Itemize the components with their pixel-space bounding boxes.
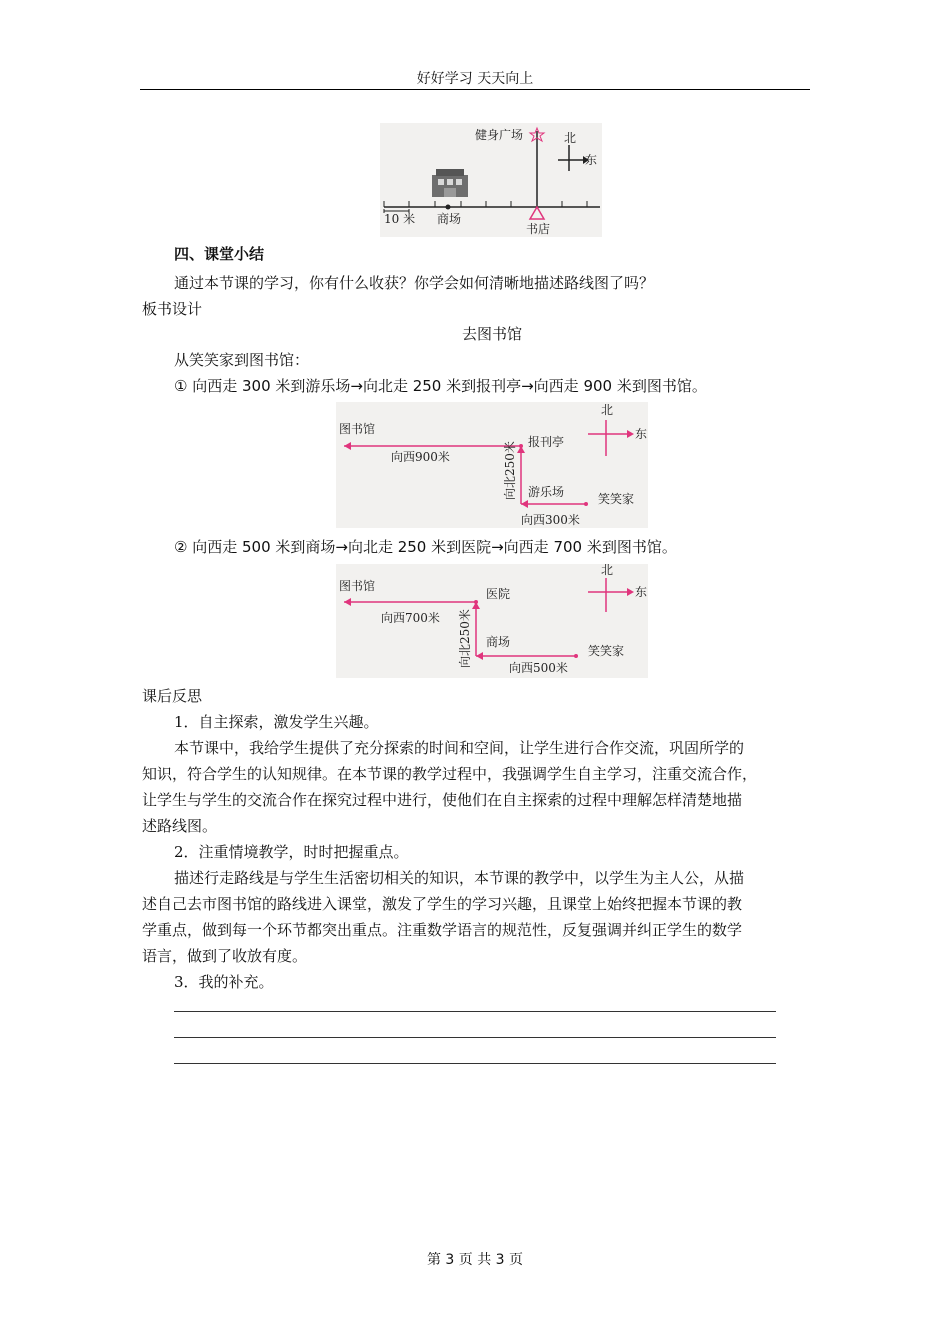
fitness-square-label: 健身广场 <box>475 128 524 142</box>
playground-label: 游乐场 <box>528 485 565 499</box>
library-label: 图书馆 <box>339 422 376 436</box>
route-map-2 <box>336 564 648 678</box>
compass-north: 北 <box>601 403 614 417</box>
board-title: 去图书馆 <box>461 325 522 343</box>
hospital-label: 医院 <box>486 587 511 601</box>
north-250-label: 向北250米 <box>503 441 517 500</box>
page-header: 好好学习 天天向上 <box>416 71 534 87</box>
compass-east: 东 <box>635 585 648 599</box>
kiosk-label: 报刊亭 <box>528 435 565 449</box>
blank-line-2 <box>174 1037 776 1038</box>
reflection-para-1-line-1: 本节课中，我给学生提供了充分探索的时间和空间，让学生进行合作交流，巩固所学的 <box>174 739 745 757</box>
reflection-item-1: 1．自主探索，激发学生兴趣。 <box>174 713 379 731</box>
bookstore-label: 书店 <box>526 222 551 236</box>
west-300-label: 向西300米 <box>521 513 580 527</box>
west-700-label: 向西700米 <box>381 611 440 625</box>
reflection-item-2: 2．注重情境教学，时时把握重点。 <box>174 843 409 861</box>
reflection-para-2-line-4: 语言，做到了收放有度。 <box>142 947 308 965</box>
compass-east: 东 <box>635 427 648 441</box>
reflection-para-2-line-3: 学重点，做到每一个环节都突出重点。注重数学语言的规范性，反复强调并纠正学生的数学 <box>142 921 743 939</box>
reflection-para-2-line-2: 述自己去市图书馆的路线进入课堂，激发了学生的学习兴趣，且课堂上始终把握本节课的教 <box>142 895 743 913</box>
reflection-para-1-line-3: 让学生与学生的交流合作在探究过程中进行，使他们在自主探索的过程中理解怎样清楚地描 <box>142 791 743 809</box>
section4-title: 四、课堂小结 <box>174 245 265 263</box>
route-map-1 <box>336 402 648 528</box>
blank-line-1 <box>174 1011 776 1012</box>
scale-label: 10 米 <box>384 212 416 226</box>
reflection-para-2-line-1: 描述行走路线是与学生生活密切相关的知识，本节课的教学中，以学生为主人公，从描 <box>174 869 745 887</box>
home-label: 笑笑家 <box>588 644 625 658</box>
reflection-item-3: 3．我的补充。 <box>174 973 274 991</box>
figure-top-map <box>380 123 602 237</box>
home-label: 笑笑家 <box>598 492 635 506</box>
reflection-para-1-line-2: 知识，符合学生的认知规律。在本节课的教学过程中，我强调学生自主学习，注重交流合作， <box>142 765 758 783</box>
library-label: 图书馆 <box>339 579 376 593</box>
mall-building-icon <box>432 169 468 197</box>
board-from: 从笑笑家到图书馆： <box>174 351 310 369</box>
route-1: ① 向西走 300 米到游乐场→向北走 250 米到报刊亭→向西走 900 米到图书馆。 <box>174 377 707 395</box>
west-500-label: 向西500米 <box>509 661 568 675</box>
west-900-label: 向西900米 <box>391 450 450 464</box>
reflection-para-1-line-4: 述路线图。 <box>142 817 218 835</box>
north-250-label: 向北250米 <box>458 609 472 668</box>
route-2: ② 向西走 500 米到商场→向北走 250 米到医院→向西走 700 米到图书馆。 <box>174 538 677 556</box>
mall-label: 商场 <box>486 635 511 649</box>
reflection-label: 课后反思 <box>142 687 203 705</box>
board-label: 板书设计 <box>142 300 203 318</box>
page-footer: 第 3 页 共 3 页 <box>426 1252 524 1268</box>
header-rule <box>140 89 810 90</box>
blank-line-3 <box>174 1063 776 1064</box>
section4-body: 通过本节课的学习，你有什么收获？你学会如何清晰地描述路线图了吗？ <box>174 274 655 292</box>
compass-north: 北 <box>601 564 614 577</box>
north-label: 北 <box>564 131 577 145</box>
east-label: 东 <box>585 153 598 167</box>
mall-label: 商场 <box>437 212 462 226</box>
